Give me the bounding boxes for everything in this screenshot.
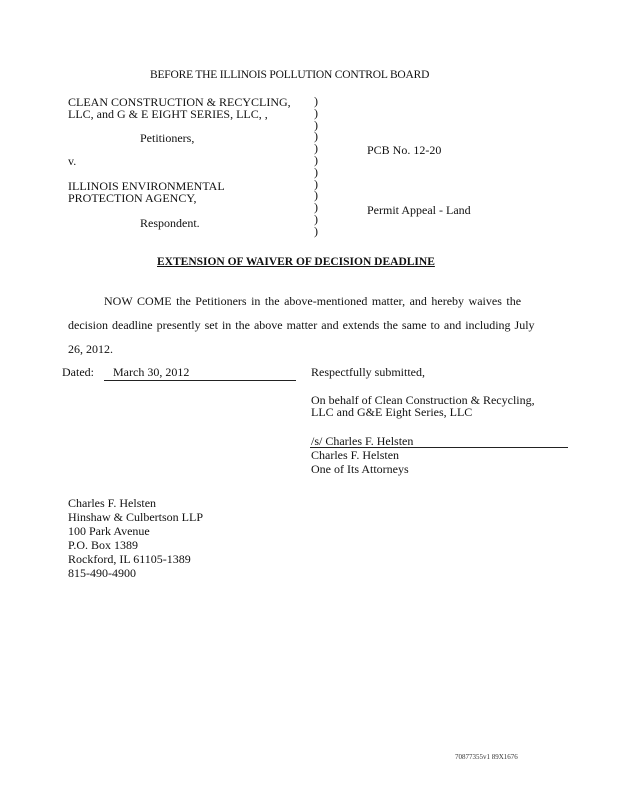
paren: ) bbox=[314, 211, 318, 226]
dated-value: March 30, 2012 bbox=[113, 365, 190, 379]
case-number: PCB No. 12-20 bbox=[367, 143, 442, 157]
paren: ) bbox=[314, 141, 318, 156]
dated-label: Dated: bbox=[62, 365, 94, 379]
footer-code: 70877355v1 89X1676 bbox=[455, 753, 518, 761]
on-behalf-line2: LLC and G&E Eight Series, LLC bbox=[311, 405, 473, 419]
versus-label: v. bbox=[68, 154, 77, 168]
petitioner-name-line1: CLEAN CONSTRUCTION & RECYCLING, bbox=[68, 95, 291, 109]
respondent-label: Respondent. bbox=[140, 216, 200, 230]
board-title: BEFORE THE ILLINOIS POLLUTION CONTROL BOARD bbox=[150, 69, 430, 81]
respondent-name-line2: PROTECTION AGENCY, bbox=[68, 191, 197, 205]
respondent-name-line1: ILLINOIS ENVIRONMENTAL bbox=[68, 179, 225, 193]
attorney-firm: Hinshaw & Culbertson LLP bbox=[68, 510, 203, 524]
paren: ) bbox=[314, 223, 318, 238]
paren: ) bbox=[314, 129, 318, 144]
paren: ) bbox=[314, 94, 318, 108]
dated-underline bbox=[104, 380, 296, 381]
paren: ) bbox=[314, 117, 318, 132]
paren: ) bbox=[314, 188, 318, 203]
signer-role: One of Its Attorneys bbox=[311, 462, 409, 476]
paren: ) bbox=[314, 152, 318, 167]
paren: ) bbox=[314, 164, 318, 179]
document-heading: EXTENSION OF WAIVER OF DECISION DEADLINE bbox=[157, 256, 435, 268]
paren: ) bbox=[314, 200, 318, 215]
on-behalf-line1: On behalf of Clean Construction & Recycling, bbox=[311, 393, 535, 407]
attorney-city: Rockford, IL 61105-1389 bbox=[68, 552, 191, 566]
signature-line: /s/ Charles F. Helsten bbox=[311, 434, 414, 448]
attorney-phone: 815-490-4900 bbox=[68, 566, 136, 580]
petitioner-name-line2: LLC, and G & E EIGHT SERIES, LLC, , bbox=[68, 107, 268, 121]
attorney-po-box: P.O. Box 1389 bbox=[68, 538, 139, 552]
paren: ) bbox=[314, 105, 318, 120]
body-line-2: decision deadline presently set in the above matter and extends the same to and including July bbox=[68, 318, 535, 332]
closing: Respectfully submitted, bbox=[311, 365, 425, 379]
attorney-name: Charles F. Helsten bbox=[68, 496, 157, 510]
attorney-street: 100 Park Avenue bbox=[68, 524, 150, 538]
paren: ) bbox=[314, 176, 318, 191]
caption-parentheses bbox=[314, 96, 318, 238]
case-type: Permit Appeal - Land bbox=[367, 203, 471, 217]
petitioners-label: Petitioners, bbox=[140, 131, 195, 145]
body-line-3: 26, 2012. bbox=[68, 342, 113, 356]
body-line-1: NOW COME the Petitioners in the above-mentioned matter, and hereby waives the bbox=[104, 294, 522, 308]
signer-name: Charles F. Helsten bbox=[311, 448, 400, 462]
